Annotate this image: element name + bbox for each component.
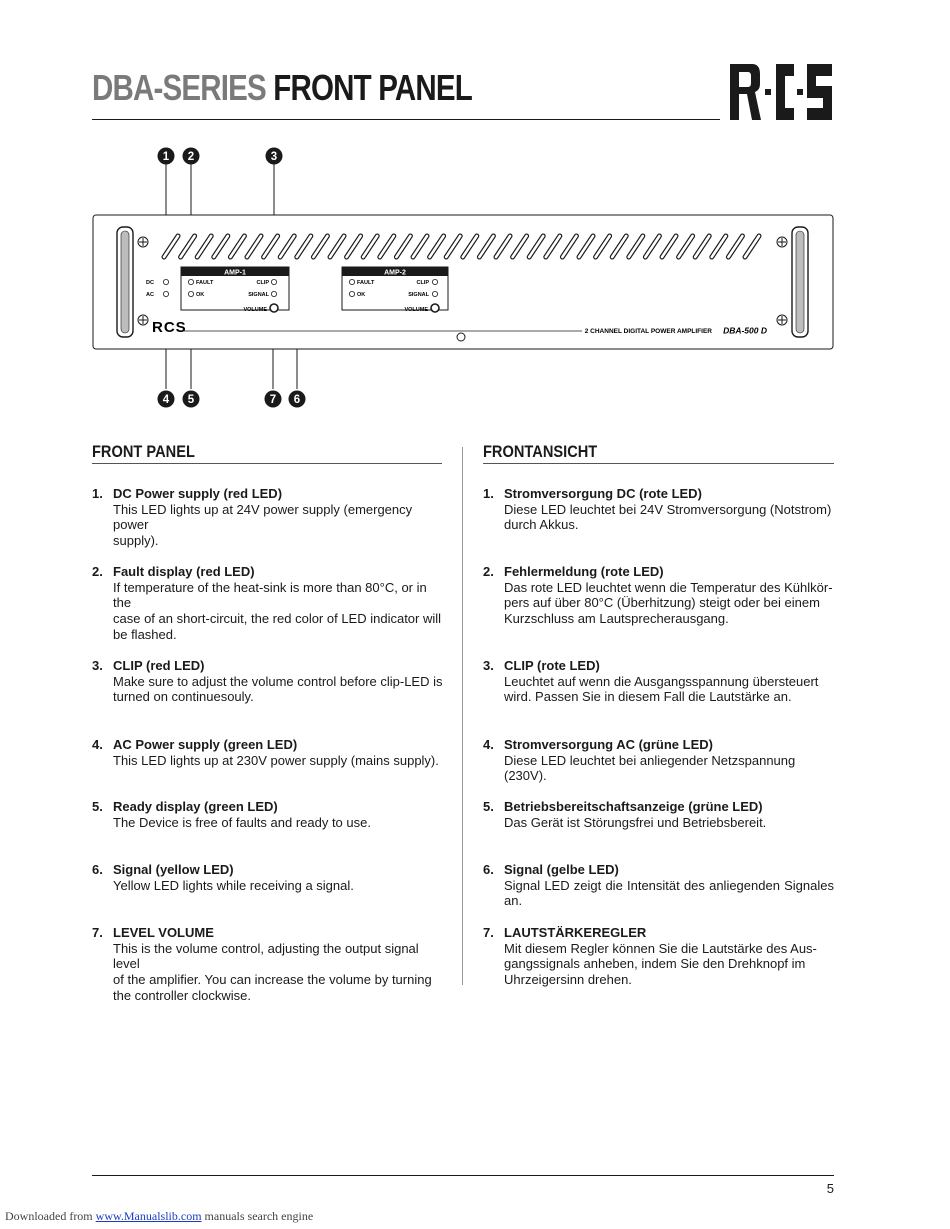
panel-brand: RCS (152, 319, 187, 336)
item-description: Leuchtet auf wenn die Ausgangsspannung übersteuert wird. Passen Sie in diesem Fall die Lautstärke an. (504, 673, 819, 705)
title-rule (92, 119, 720, 120)
item-heading: LAUTSTÄRKEREGLER (504, 925, 647, 940)
item-number: 5. (483, 799, 494, 814)
page-title (92, 66, 472, 110)
amp1-ok: OK (196, 292, 205, 298)
amp2-module (342, 267, 448, 313)
callout-number: 5 (187, 394, 195, 407)
item-heading: Fault display (red LED) (113, 564, 255, 579)
item-heading: Stromversorgung AC (grüne LED) (504, 737, 713, 752)
amp1-module (181, 267, 289, 313)
heading-frontansicht: FRONTANSICHT (483, 442, 598, 461)
item-heading: CLIP (rote LED) (504, 658, 600, 673)
item-number: 2. (483, 564, 494, 579)
front-panel-diagram (92, 145, 834, 415)
item-description: Signal LED zeigt die Intensität des anliegenden Signales an. (504, 877, 834, 909)
item-description: Yellow LED lights while receiving a signal. (113, 877, 354, 893)
item-heading: CLIP (red LED) (113, 658, 205, 673)
amp2-signal: SIGNAL (408, 292, 429, 298)
item-description: Mit diesem Regler können Sie die Lautstärke des Aus- gangssignals anheben, indem Sie den Drehknopf im Uhrzeigersinn drehen. (504, 940, 817, 988)
item-description: If temperature of the heat-sink is more than 80°C, or in the case of an short-circuit, the red color of LED indicator will be flashed. (113, 579, 442, 642)
item-description: Make sure to adjust the volume control before clip-LED is turned on continuesouly. (113, 673, 443, 705)
model-name: DBA-500 D (723, 325, 767, 336)
item-heading: DC Power supply (red LED) (113, 486, 283, 501)
item-number: 5. (92, 799, 103, 814)
item-number: 3. (92, 658, 103, 673)
item-description: This LED lights up at 230V power supply (mains supply). (113, 752, 439, 768)
item-description: This is the volume control, adjusting the output signal level of the amplifier. You can increase the volume by turning the controller clockwise. (113, 940, 432, 1003)
item-number: 4. (92, 737, 103, 752)
item-description: Diese LED leuchtet bei anliegender Netzspannung (230V). (504, 752, 796, 784)
footer-rule (92, 1175, 834, 1176)
dc-label: DC (146, 280, 154, 286)
page-number: 5 (826, 1181, 834, 1196)
title-main: FRONT PANEL (273, 67, 472, 108)
callout-number: 7 (269, 394, 277, 407)
callout-number: 4 (162, 394, 170, 407)
item-description: Das rote LED leuchtet wenn die Temperatur des Kühlkör- pers auf über 80°C (Überhitzung) steigt oder bei einem Kurzschluss am Lautsprecherausgang. (504, 579, 833, 627)
item-heading: Betriebsbereitschaftsanzeige (grüne LED) (504, 799, 763, 814)
amp2-ok: OK (357, 292, 366, 298)
column-divider (462, 447, 463, 985)
item-heading: Stromversorgung DC (rote LED) (504, 486, 702, 501)
amp2-label: AMP-2 (384, 269, 406, 277)
item-number: 6. (483, 862, 494, 877)
callout-number: 6 (293, 394, 301, 407)
item-description: Das Gerät ist Störungsfrei und Betriebsbereit. (504, 814, 767, 830)
rcs-logo (728, 62, 834, 122)
dc-led (163, 279, 168, 284)
item-number: 7. (92, 925, 103, 940)
callout-number: 3 (270, 151, 278, 164)
amp2-volume: VOLUME (404, 307, 428, 313)
item-heading: Signal (gelbe LED) (504, 862, 619, 877)
amp1-volume: VOLUME (243, 307, 267, 313)
download-suffix: manuals search engine (204, 1209, 314, 1223)
amp2-clip: CLIP (416, 280, 429, 286)
item-heading: Ready display (green LED) (113, 799, 278, 814)
item-heading: LEVEL VOLUME (113, 925, 214, 940)
ac-led (163, 291, 168, 296)
download-notice (5, 1209, 313, 1224)
manualslib-link[interactable]: www.Manualslib.com (95, 1209, 202, 1223)
item-number: 4. (483, 737, 494, 752)
download-prefix: Downloaded from (5, 1209, 93, 1223)
amp1-signal: SIGNAL (248, 292, 269, 298)
heading-rule-en (92, 463, 442, 464)
callout-number: 2 (187, 151, 195, 164)
item-heading: AC Power supply (green LED) (113, 737, 298, 752)
heading-front-panel: FRONT PANEL (92, 442, 195, 461)
item-number: 6. (92, 862, 103, 877)
item-number: 2. (92, 564, 103, 579)
ac-label: AC (146, 292, 154, 298)
logo-text: RCS (728, 62, 731, 63)
item-number: 3. (483, 658, 494, 673)
item-number: 1. (483, 486, 494, 501)
amp1-label: AMP-1 (224, 269, 246, 277)
amp1-clip: CLIP (256, 280, 269, 286)
item-number: 7. (483, 925, 494, 940)
amp2-fault: FAULT (357, 280, 375, 286)
item-heading: Fehlermeldung (rote LED) (504, 564, 664, 579)
item-description: The Device is free of faults and ready to use. (113, 814, 371, 830)
heading-rule-de (483, 463, 834, 464)
model-description: 2 CHANNEL DIGITAL POWER AMPLIFIER (584, 328, 712, 335)
amp1-fault: FAULT (196, 280, 214, 286)
item-heading: Signal (yellow LED) (113, 862, 234, 877)
title-series: DBA-SERIES (92, 67, 266, 108)
item-number: 1. (92, 486, 103, 501)
callout-number: 1 (162, 151, 170, 164)
item-description: This LED lights up at 24V power supply (emergency power supply). (113, 501, 413, 549)
item-description: Diese LED leuchtet bei 24V Stromversorgung (Notstrom) durch Akkus. (504, 501, 832, 533)
